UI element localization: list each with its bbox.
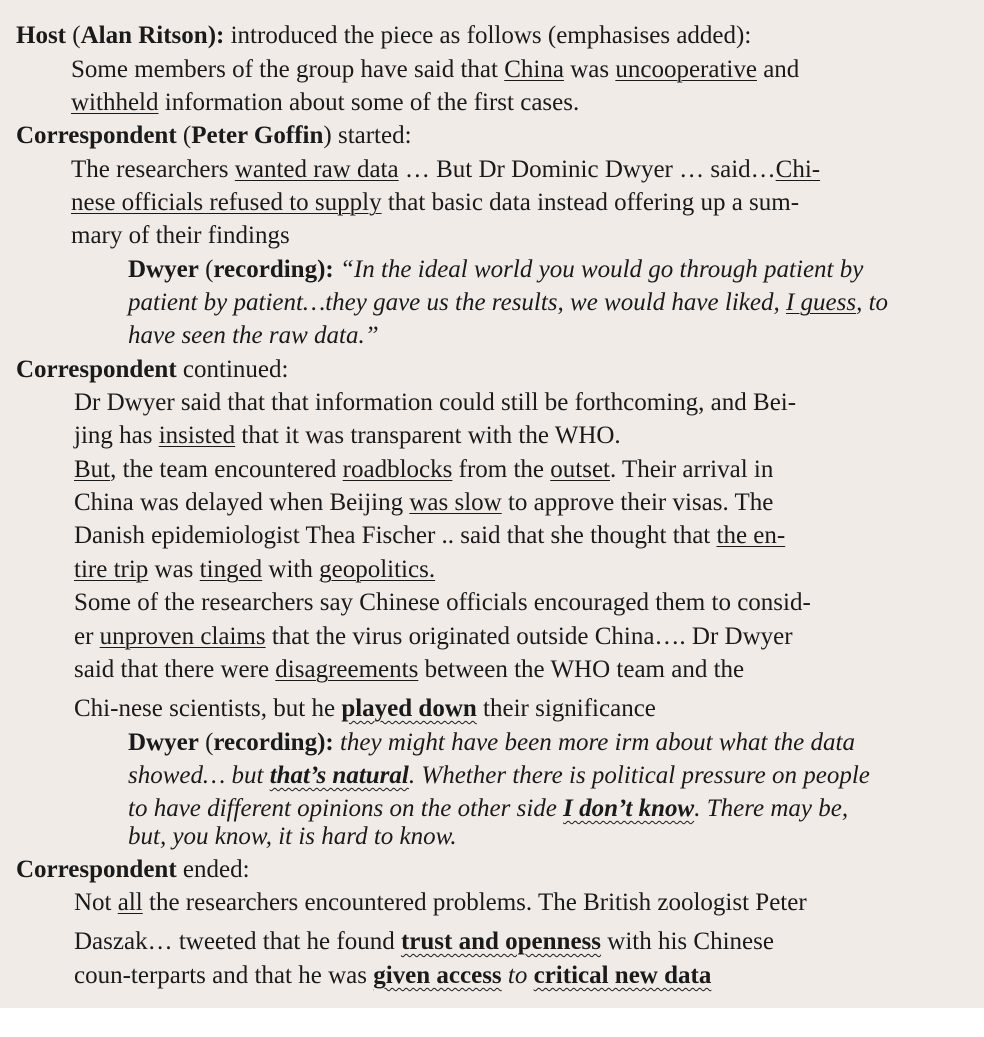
text-segment: … But Dr Dominic Dwyer … said… xyxy=(398,156,776,183)
text-segment: But xyxy=(74,456,111,483)
text-segment: , to xyxy=(856,289,889,316)
text-segment: that’s natural xyxy=(269,762,409,789)
text-segment: The researchers xyxy=(71,156,235,183)
text-segment: the researchers encountered problems. The British zoologist Peter xyxy=(142,889,807,916)
text-segment: ( xyxy=(176,122,192,149)
text-line xyxy=(128,255,863,285)
text-segment: and xyxy=(756,56,800,83)
text-segment: I don’t know xyxy=(563,795,695,822)
text-segment: Dwyer xyxy=(128,256,199,283)
text-segment: with xyxy=(262,556,320,583)
text-segment: from the xyxy=(452,456,551,483)
text-segment: ) started: xyxy=(323,122,412,149)
text-segment: disagreements xyxy=(275,656,419,683)
text-segment: said that there were xyxy=(74,656,276,683)
text-segment: Daszak… tweeted that he found xyxy=(74,928,401,955)
text-segment: , the team encountered xyxy=(110,456,343,483)
text-segment: outset xyxy=(550,456,610,483)
text-segment: “In the ideal world you would go through patient by xyxy=(333,256,864,283)
text-segment: ): xyxy=(317,729,334,756)
text-segment: Host xyxy=(16,22,66,49)
text-line xyxy=(128,822,457,852)
text-segment: . Whether there is political pressure on people xyxy=(408,762,870,789)
text-line xyxy=(71,88,579,118)
text-segment: to xyxy=(507,962,528,989)
text-segment: but, you know, it is hard to know. xyxy=(128,823,457,850)
text-segment: coun-terparts and that he was xyxy=(74,962,374,989)
text-segment: showed… but xyxy=(128,762,270,789)
text-segment: uncooperative xyxy=(615,56,757,83)
text-line xyxy=(16,355,288,385)
text-segment: nese officials refused to supply xyxy=(71,189,382,216)
text-segment: played down xyxy=(341,695,477,722)
text-segment: Correspondent xyxy=(16,356,177,383)
text-line xyxy=(16,121,412,151)
text-line xyxy=(71,155,820,185)
text-line xyxy=(74,655,744,685)
text-segment: I guess xyxy=(785,289,857,316)
text-segment: ( xyxy=(198,256,214,283)
text-segment: Correspondent xyxy=(16,122,177,149)
text-line xyxy=(74,927,774,957)
text-line xyxy=(74,488,773,518)
text-line xyxy=(74,694,656,724)
text-segment: . There may be, xyxy=(694,795,849,822)
text-segment: China was delayed when Beijing xyxy=(74,489,410,516)
text-segment: Some members of the group have said that xyxy=(71,56,505,83)
text-line xyxy=(74,888,807,918)
text-line xyxy=(128,288,888,318)
text-segment: between the WHO team and the xyxy=(418,656,745,683)
text-segment: that basic data instead offering up a sum- xyxy=(381,189,800,216)
text-segment: Not xyxy=(74,889,118,916)
text-segment: . Their arrival in xyxy=(609,456,774,483)
text-segment: ( xyxy=(198,729,214,756)
text-segment: Danish epidemiologist Thea Fischer .. said that she thought that xyxy=(74,522,717,549)
text-line xyxy=(74,421,621,451)
text-segment: continued: xyxy=(176,356,289,383)
text-segment: with his Chinese xyxy=(601,928,774,955)
text-segment: patient by patient…they gave us the results, we would have liked, xyxy=(128,289,786,316)
text-line xyxy=(74,961,711,991)
text-line xyxy=(16,21,751,51)
text-segment: that it was transparent with the WHO. xyxy=(235,422,621,449)
text-segment: Dr Dwyer said that that information could still be forthcoming, and Bei- xyxy=(74,389,797,416)
text-segment: roadblocks xyxy=(342,456,453,483)
text-line xyxy=(74,622,793,652)
text-segment: Some of the researchers say Chinese officials encouraged them to consid- xyxy=(74,589,811,616)
text-segment: wanted raw data xyxy=(234,156,399,183)
text-segment: jing has xyxy=(74,422,159,449)
text-segment: insisted xyxy=(158,422,236,449)
text-segment: ): xyxy=(207,22,225,49)
text-line xyxy=(74,521,785,551)
text-line xyxy=(128,794,848,824)
text-segment: geopolitics. xyxy=(319,556,436,583)
text-segment: all xyxy=(117,889,143,916)
text-segment: China xyxy=(504,56,564,83)
text-segment: was xyxy=(563,56,616,83)
text-segment: recording xyxy=(213,729,318,756)
text-segment: tire trip xyxy=(74,556,149,583)
text-segment: information about some of the first cases. xyxy=(158,89,580,116)
text-segment: they might have been more irm about what the data xyxy=(333,729,855,756)
text-segment: to approve their visas. The xyxy=(501,489,774,516)
text-segment: was xyxy=(148,556,200,583)
text-segment: Chi- xyxy=(775,156,821,183)
text-segment: ended: xyxy=(176,856,250,883)
text-segment: er xyxy=(74,623,100,650)
text-segment: introduced the piece as follows (emphasises added): xyxy=(224,22,752,49)
text-segment: given access xyxy=(373,962,502,989)
text-line xyxy=(74,588,811,618)
text-line xyxy=(128,761,870,791)
text-segment: ): xyxy=(317,256,334,283)
text-line xyxy=(74,555,435,585)
text-segment: Peter Goffin xyxy=(191,122,324,149)
text-segment: tinged xyxy=(199,556,263,583)
text-segment: ( xyxy=(66,22,81,49)
text-segment: unproven claims xyxy=(99,623,266,650)
text-segment: recording xyxy=(213,256,318,283)
text-segment: Correspondent xyxy=(16,856,177,883)
text-segment: withheld xyxy=(71,89,159,116)
text-line xyxy=(71,55,799,85)
text-segment: have seen the raw data.” xyxy=(128,322,379,349)
text-segment: their significance xyxy=(476,695,656,722)
text-segment: Dwyer xyxy=(128,729,199,756)
text-segment: Chi-nese scientists, but he xyxy=(74,695,342,722)
text-segment: trust and openness xyxy=(400,928,602,955)
text-line xyxy=(128,728,855,758)
text-segment: was slow xyxy=(409,489,502,516)
text-line xyxy=(71,221,290,251)
text-line xyxy=(74,455,773,485)
text-segment: the en- xyxy=(716,522,786,549)
text-segment: that the virus originated outside China…. Dr Dwyer xyxy=(265,623,793,650)
text-segment: Alan Ritson xyxy=(80,22,208,49)
text-line xyxy=(71,188,799,218)
text-line xyxy=(16,855,250,885)
text-line xyxy=(128,321,379,351)
text-segment: to have different opinions on the other side xyxy=(128,795,564,822)
text-segment: critical new data xyxy=(533,962,712,989)
text-segment: mary of their findings xyxy=(71,222,290,249)
text-line xyxy=(74,388,796,418)
